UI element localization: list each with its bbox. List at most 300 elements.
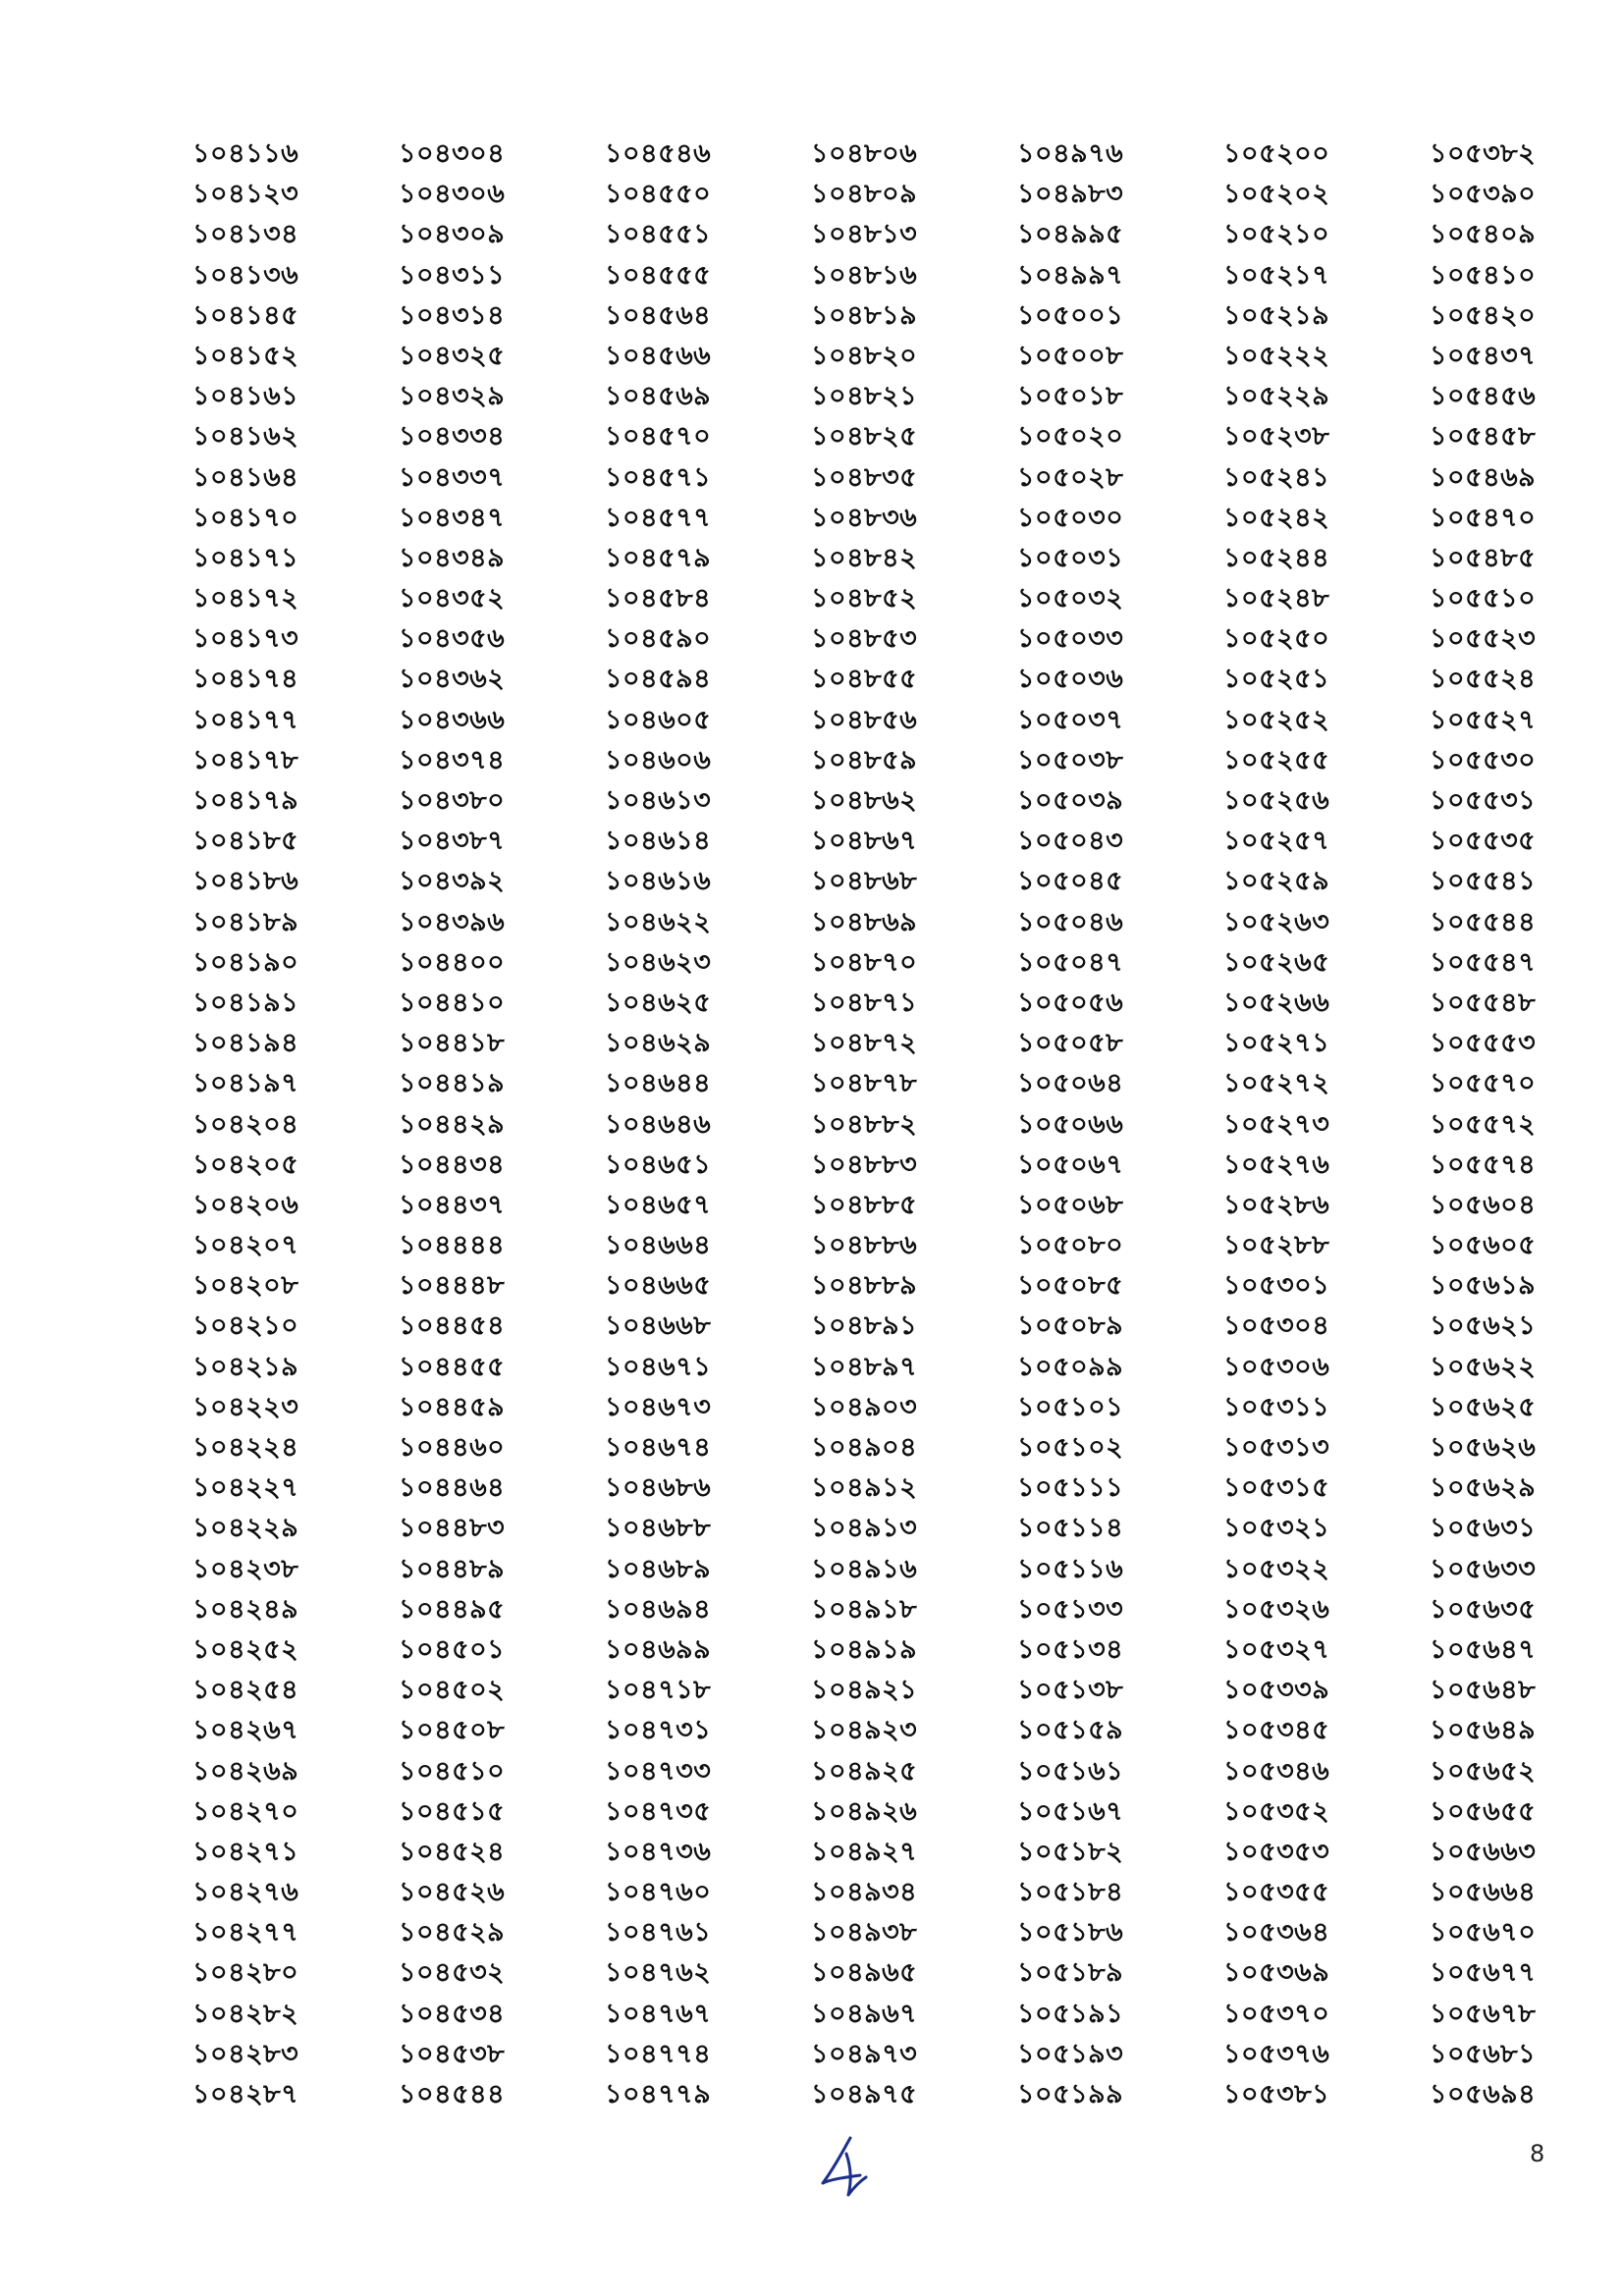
roll-number-cell: ১০৪৮১৯	[811, 299, 918, 331]
roll-number-cell: ১০৪৪১৮	[399, 1028, 506, 1059]
roll-number-cell: ১০৪৯৯৭	[1017, 259, 1124, 291]
roll-number-cell: ১০৪৯৬৭	[811, 1998, 918, 2029]
roll-number-cell: ১০৫৫৪৮	[1430, 987, 1537, 1018]
roll-number-cell: ১০৪৯২৫	[811, 1755, 918, 1787]
roll-number-cell: ১০৪৮৮২	[811, 1108, 918, 1140]
roll-number-cell: ১০৪৬২৩	[605, 946, 712, 978]
roll-number-cell: ১০৫৩৫৫	[1223, 1877, 1330, 1908]
roll-number-cell: ১০৫৬৩৩	[1430, 1553, 1537, 1584]
roll-number-cell: ১০৪৩০৬	[399, 179, 506, 210]
roll-number-cell: ১০৫২০০	[1223, 138, 1330, 169]
roll-number-cell: ১০৪৫২৯	[399, 1917, 506, 1949]
roll-number-cell: ১০৫২৩৮	[1223, 421, 1330, 453]
roll-number-cell: ১০৪৩০৪	[399, 138, 506, 169]
roll-number-cell: ১০৪৯৩৮	[811, 1917, 918, 1949]
roll-number-cell: ১০৪৮৫২	[811, 583, 918, 614]
roll-number-cell: ১০৪৪৩৪	[399, 1148, 506, 1180]
roll-number-cell: ১০৫২৫৫	[1223, 744, 1330, 775]
roll-number-cell: ১০৫২৭১	[1223, 1028, 1330, 1059]
roll-number-cell: ১০৪৬৮৬	[605, 1472, 712, 1504]
roll-number-cell: ১০৫৬৯৪	[1430, 2079, 1537, 2109]
roll-number-cell: ১০৫৩১১	[1223, 1391, 1330, 1422]
roll-number-cell: ১০৪৩২৯	[399, 381, 506, 412]
roll-number-cell: ১০৪১৭৩	[192, 623, 299, 655]
roll-number-cell: ১০৪৬৬৮	[605, 1310, 712, 1342]
roll-number-cell: ১০৪১৯০	[192, 946, 299, 978]
roll-number-cell: ১০৫২৫০	[1223, 623, 1330, 655]
roll-number-cell: ১০৫২১৯	[1223, 299, 1330, 331]
roll-number-cell: ১০৪২৮২	[192, 1998, 299, 2029]
roll-number-cell: ১০৪৫৭৯	[605, 542, 712, 573]
roll-number-cell: ১০৪৫২৪	[399, 1836, 506, 1867]
roll-number-cell: ১০৪১৮৫	[192, 826, 299, 857]
roll-number-cell: ১০৫৬২৬	[1430, 1432, 1537, 1463]
roll-number-cell: ১০৫৫৩১	[1430, 785, 1537, 816]
roll-number-cell: ১০৪৫৫১	[605, 219, 712, 250]
roll-number-cell: ১০৪৪৩৭	[399, 1189, 506, 1220]
roll-number-cell: ১০৪৮৯১	[811, 1310, 918, 1342]
roll-number-cell: ১০৪২৮৩	[192, 2038, 299, 2069]
roll-number-cell: ১০৪২৩৮	[192, 1553, 299, 1584]
roll-number-cell: ১০৫১০২	[1017, 1432, 1124, 1463]
roll-number-cell: ১০৪২৮০	[192, 1957, 299, 1989]
roll-number-cell: ১০৫২২২	[1223, 340, 1330, 371]
roll-number-cell: ১০৪৮৭২	[811, 1028, 918, 1059]
roll-number-cell: ১০৪৩৯৬	[399, 906, 506, 937]
roll-number-cell: ১০৫৬২৯	[1430, 1472, 1537, 1504]
roll-number-cell: ১০৪৫৫৫	[605, 259, 712, 291]
roll-number-cell: ১০৫৬৭৭	[1430, 1957, 1537, 1989]
roll-number-cell: ১০৫০৩২	[1017, 583, 1124, 614]
roll-number-cell: ১০৫৪৮৫	[1430, 542, 1537, 573]
roll-number-cell: ১০৫৬১৯	[1430, 1270, 1537, 1302]
roll-number-cell: ১০৪৬২৫	[605, 987, 712, 1018]
roll-number-cell: ১০৫২৮৬	[1223, 1189, 1330, 1220]
roll-number-cell: ১০৫০০১	[1017, 299, 1124, 331]
roll-number-cell: ১০৫৩৫৩	[1223, 1836, 1330, 1867]
roll-number-cell: ১০৫৪৫৮	[1430, 421, 1537, 453]
roll-number-cell: ১০৫৫২৭	[1430, 704, 1537, 735]
roll-number-cell: ১০৫২১০	[1223, 219, 1330, 250]
roll-number-cell: ১০৪৯০৩	[811, 1391, 918, 1422]
roll-number-cell: ১০৪৭৬৭	[605, 1998, 712, 2029]
roll-number-cell: ১০৫৪৭০	[1430, 502, 1537, 533]
roll-number-cell: ১০৪৩৫২	[399, 583, 506, 614]
roll-number-cell: ১০৪৩৬৬	[399, 704, 506, 735]
roll-number-cell: ১০৪৮৭৮	[811, 1068, 918, 1099]
roll-number-cell: ১০৪৫০৮	[399, 1715, 506, 1746]
roll-number-cell: ১০৪৭৬১	[605, 1917, 712, 1949]
roll-number-cell: ১০৫৩১৫	[1223, 1472, 1330, 1504]
roll-number-cell: ১০৫২৬৩	[1223, 906, 1330, 937]
roll-number-cell: ১০৪৩৫৬	[399, 623, 506, 655]
roll-number-cell: ১০৪৪৮৯	[399, 1553, 506, 1584]
roll-number-cell: ১০৪৯৬৫	[811, 1957, 918, 1989]
roll-number-cell: ১০৫১৩৪	[1017, 1633, 1124, 1665]
roll-number-cell: ১০৪২৭০	[192, 1795, 299, 1827]
roll-number-cell: ১০৪৪৫৯	[399, 1391, 506, 1422]
roll-number-cell: ১০৪২৮৭	[192, 2079, 299, 2109]
roll-number-cell: ১০৫৫৪১	[1430, 866, 1537, 897]
roll-number-cell: ১০৫৬৭০	[1430, 1917, 1537, 1949]
roll-number-cell: ১০৫০২৮	[1017, 461, 1124, 493]
roll-number-cell: ১০৪২২৩	[192, 1391, 299, 1422]
roll-number-cell: ১০৪৬৫৭	[605, 1189, 712, 1220]
roll-number-cell: ১০৪৪১০	[399, 987, 506, 1018]
roll-number-table	[192, 133, 1623, 2114]
roll-number-cell: ১০৫৩২১	[1223, 1513, 1330, 1544]
roll-number-cell: ১০৪৯১৩	[811, 1513, 918, 1544]
roll-number-cell: ১০৪৮৩৫	[811, 461, 918, 493]
roll-number-cell: ১০৪১৩৪	[192, 219, 299, 250]
roll-number-cell: ১০৫৬৬৪	[1430, 1877, 1537, 1908]
roll-number-cell: ১০৫৪২০	[1430, 299, 1537, 331]
roll-number-cell: ১০৫০৩৯	[1017, 785, 1124, 816]
roll-number-cell: ১০৪৮৩৬	[811, 502, 918, 533]
roll-number-cell: ১০৪৩১১	[399, 259, 506, 291]
roll-number-cell: ১০৪৫৭৭	[605, 502, 712, 533]
roll-number-cell: ১০৫৬৭৮	[1430, 1998, 1537, 2029]
roll-number-cell: ১০৫২৫৭	[1223, 826, 1330, 857]
roll-number-cell: ১০৪৪৬৪	[399, 1472, 506, 1504]
roll-number-cell: ১০৪৬৮৯	[605, 1553, 712, 1584]
roll-number-cell: ১০৫৩০৪	[1223, 1310, 1330, 1342]
roll-number-cell: ১০৪২২৪	[192, 1432, 299, 1463]
roll-number-cell: ১০৪১৫২	[192, 340, 299, 371]
roll-number-cell: ১০৪৯৭৬	[1017, 138, 1124, 169]
roll-number-cell: ১০৫৬২১	[1430, 1310, 1537, 1342]
roll-number-cell: ১০৪৮৮৬	[811, 1230, 918, 1261]
roll-number-cell: ১০৫১৬১	[1017, 1755, 1124, 1787]
roll-number-cell: ১০৪২২৯	[192, 1513, 299, 1544]
roll-number-cell: ১০৪৩৬২	[399, 664, 506, 695]
roll-number-cell: ১০৫০৮৫	[1017, 1270, 1124, 1302]
roll-number-cell: ১০৪৩৩৭	[399, 461, 506, 493]
roll-number-cell: ১০৪৪৪৪	[399, 1230, 506, 1261]
roll-number-cell: ১০৪৪৫৫	[399, 1351, 506, 1382]
roll-number-cell: ১০৫৩৩৯	[1223, 1675, 1330, 1706]
roll-number-cell: ১০৫৫১০	[1430, 583, 1537, 614]
roll-number-cell: ১০৫২৭২	[1223, 1068, 1330, 1099]
roll-number-cell: ১০৫০৯৯	[1017, 1351, 1124, 1382]
roll-number-cell: ১০৪৮৯৭	[811, 1351, 918, 1382]
roll-number-cell: ১০৫৪১০	[1430, 259, 1537, 291]
roll-number-cell: ১০৫৩০১	[1223, 1270, 1330, 1302]
roll-number-cell: ১০৫৪০৯	[1430, 219, 1537, 250]
roll-number-cell: ১০৪৬০৬	[605, 744, 712, 775]
roll-number-cell: ১০৪৬৭১	[605, 1351, 712, 1382]
roll-number-cell: ১০৫১১১	[1017, 1472, 1124, 1504]
roll-number-cell: ১০৫৩৭০	[1223, 1998, 1330, 2029]
roll-number-cell: ১০৪৮২৫	[811, 421, 918, 453]
roll-number-cell: ১০৫০৪৬	[1017, 906, 1124, 937]
roll-number-cell: ১০৪৫৩৮	[399, 2038, 506, 2069]
roll-number-cell: ১০৪৬৪৪	[605, 1068, 712, 1099]
roll-number-cell: ১০৫৩৯০	[1430, 179, 1537, 210]
roll-number-cell: ১০৪৪১৯	[399, 1068, 506, 1099]
roll-number-cell: ১০৪২৫৪	[192, 1675, 299, 1706]
roll-number-cell: ১০৪৬৭৪	[605, 1432, 712, 1463]
roll-number-cell: ১০৪৯৭৩	[811, 2038, 918, 2069]
roll-number-cell: ১০৫৬৮১	[1430, 2038, 1537, 2069]
roll-number-cell: ১০৪৭৬২	[605, 1957, 712, 1989]
roll-number-cell: ১০৪৫৫০	[605, 179, 712, 210]
roll-number-cell: ১০৪৫৪৬	[605, 138, 712, 169]
roll-number-cell: ১০৫২৬৫	[1223, 946, 1330, 978]
roll-number-cell: ১০৪৬৯৪	[605, 1593, 712, 1625]
roll-number-cell: ১০৪৫৯৪	[605, 664, 712, 695]
roll-number-cell: ১০৪৮২০	[811, 340, 918, 371]
roll-number-cell: ১০৪৩৪৯	[399, 542, 506, 573]
roll-number-cell: ১০৪৭৭৪	[605, 2038, 712, 2069]
roll-number-cell: ১০৫৬৪৯	[1430, 1715, 1537, 1746]
roll-number-cell: ১০৫৬০৪	[1430, 1189, 1537, 1220]
roll-number-cell: ১০৪২৭১	[192, 1836, 299, 1867]
roll-number-cell: ১০৪১২৩	[192, 179, 299, 210]
roll-number-cell: ১০৪১৮৬	[192, 866, 299, 897]
roll-number-cell: ১০৪৯৯৫	[1017, 219, 1124, 250]
roll-number-cell: ১০৫৬২২	[1430, 1351, 1537, 1382]
roll-number-cell: ১০৪৫১৫	[399, 1795, 506, 1827]
roll-number-cell: ১০৪৮৫৯	[811, 744, 918, 775]
roll-number-cell: ১০৫৫৫৩	[1430, 1028, 1537, 1059]
roll-number-cell: ১০৪৭৩৩	[605, 1755, 712, 1787]
roll-number-cell: ১০৫০৮০	[1017, 1230, 1124, 1261]
roll-number-cell: ১০৪৫১০	[399, 1755, 506, 1787]
roll-number-cell: ১০৪২০৭	[192, 1230, 299, 1261]
roll-number-cell: ১০৪১৭০	[192, 502, 299, 533]
roll-number-cell: ১০৫৩২৭	[1223, 1633, 1330, 1665]
roll-number-cell: ১০৫০৫৬	[1017, 987, 1124, 1018]
roll-number-cell: ১০৫০৬৮	[1017, 1189, 1124, 1220]
roll-number-cell: ১০৪৯৭৫	[811, 2079, 918, 2109]
roll-number-cell: ১০৪৮৫৩	[811, 623, 918, 655]
roll-number-cell: ১০৪৮৪২	[811, 542, 918, 573]
roll-number-cell: ১০৪৬১৪	[605, 826, 712, 857]
roll-number-cell: ১০৫৫৩০	[1430, 744, 1537, 775]
roll-number-cell: ১০৪৫৭১	[605, 461, 712, 493]
roll-number-cell: ১০৪৯১৯	[811, 1633, 918, 1665]
roll-number-cell: ১০৪২৪৯	[192, 1593, 299, 1625]
roll-number-cell: ১০৪৯১৮	[811, 1593, 918, 1625]
roll-number-cell: ১০৪১৬২	[192, 421, 299, 453]
roll-number-cell: ১০৫৫৭০	[1430, 1068, 1537, 1099]
roll-number-cell: ১০৪৩৩৪	[399, 421, 506, 453]
roll-number-cell: ১০৫৪৩৭	[1430, 340, 1537, 371]
roll-number-cell: ১০৫০৬৪	[1017, 1068, 1124, 1099]
roll-number-cell: ১০৫২৪৪	[1223, 542, 1330, 573]
roll-number-cell: ১০৫৬৩৫	[1430, 1593, 1537, 1625]
roll-number-cell: ১০৪৫৬৪	[605, 299, 712, 331]
roll-number-cell: ১০৪৭৩৫	[605, 1795, 712, 1827]
roll-number-cell: ১০৪৮৭০	[811, 946, 918, 978]
roll-number-cell: ১০৪১৯৭	[192, 1068, 299, 1099]
roll-number-cell: ১০৫০৩০	[1017, 502, 1124, 533]
roll-number-cell: ১০৫১৯৯	[1017, 2079, 1124, 2109]
roll-number-cell: ১০৪৫৭০	[605, 421, 712, 453]
roll-number-cell: ১০৫১৮৬	[1017, 1917, 1124, 1949]
roll-number-cell: ১০৫০৩১	[1017, 542, 1124, 573]
roll-number-cell: ১০৫১৯৩	[1017, 2038, 1124, 2069]
roll-number-cell: ১০৪৬৭৩	[605, 1391, 712, 1422]
roll-number-cell: ১০৪১৭৮	[192, 744, 299, 775]
roll-number-cell: ১০৫৩৮১	[1223, 2079, 1330, 2109]
roll-number-cell: ১০৪৯০৪	[811, 1432, 918, 1463]
roll-number-cell: ১০৪২০৪	[192, 1108, 299, 1140]
roll-number-cell: ১০৫১৫৯	[1017, 1715, 1124, 1746]
roll-number-cell: ১০৪৮৫৫	[811, 664, 918, 695]
roll-number-cell: ১০৪৩২৫	[399, 340, 506, 371]
roll-number-cell: ১০৫৬৩১	[1430, 1513, 1537, 1544]
roll-number-cell: ১০৫২৫২	[1223, 704, 1330, 735]
roll-number-cell: ১০৫৩১৩	[1223, 1432, 1330, 1463]
roll-number-cell: ১০৫০৪৫	[1017, 866, 1124, 897]
roll-number-cell: ১০৪৯২১	[811, 1675, 918, 1706]
roll-number-cell: ১০৪৪৫৪	[399, 1310, 506, 1342]
roll-number-cell: ১০৪১৭৯	[192, 785, 299, 816]
roll-number-cell: ১০৪৫৯০	[605, 623, 712, 655]
roll-number-cell: ১০৫২২৯	[1223, 381, 1330, 412]
roll-number-cell: ১০৫২৫১	[1223, 664, 1330, 695]
roll-number-cell: ১০৪৬৮৮	[605, 1513, 712, 1544]
roll-number-cell: ১০৪৩৮০	[399, 785, 506, 816]
roll-number-cell: ১০৪৫৬৯	[605, 381, 712, 412]
roll-number-cell: ১০৫০১৮	[1017, 381, 1124, 412]
roll-number-cell: ১০৪২২৭	[192, 1472, 299, 1504]
roll-number-cell: ১০৪৬৬৪	[605, 1230, 712, 1261]
roll-number-cell: ১০৫৫৪৪	[1430, 906, 1537, 937]
roll-number-cell: ১০৪৫৩৪	[399, 1998, 506, 2029]
roll-number-cell: ১০৫৫২৪	[1430, 664, 1537, 695]
roll-number-cell: ১০৪৬২২	[605, 906, 712, 937]
roll-number-cell: ১০৪৪৪৮	[399, 1270, 506, 1302]
roll-number-cell: ১০৪২৬৯	[192, 1755, 299, 1787]
roll-number-cell: ১০৫৩৮২	[1430, 138, 1537, 169]
roll-number-cell: ১০৪২১৯	[192, 1351, 299, 1382]
roll-number-cell: ১০৪১৯১	[192, 987, 299, 1018]
roll-number-cell: ১০৪৮০৬	[811, 138, 918, 169]
roll-number-cell: ১০৪৮৬২	[811, 785, 918, 816]
roll-number-cell: ১০৫২৭৬	[1223, 1148, 1330, 1180]
roll-number-cell: ১০৫৬৬৩	[1430, 1836, 1537, 1867]
roll-number-cell: ১০৫২৭৩	[1223, 1108, 1330, 1140]
roll-number-cell: ১০৪৯১২	[811, 1472, 918, 1504]
roll-number-cell: ১০৪৩৯২	[399, 866, 506, 897]
roll-number-cell: ১০৪৬৯৯	[605, 1633, 712, 1665]
page-number: 8	[1530, 2140, 1545, 2167]
roll-number-cell: ১০৪৩৮৭	[399, 826, 506, 857]
roll-number-cell: ১০৪৩১৪	[399, 299, 506, 331]
roll-number-cell: ১০৪৯২৭	[811, 1836, 918, 1867]
roll-number-cell: ১০৫১৯১	[1017, 1998, 1124, 2029]
roll-number-cell: ১০৫৪৫৬	[1430, 381, 1537, 412]
roll-number-cell: ১০৪৮১৬	[811, 259, 918, 291]
roll-number-cell: ১০৪৯২৩	[811, 1715, 918, 1746]
roll-number-cell: ১০৫৩৭৬	[1223, 2038, 1330, 2069]
roll-number-cell: ১০৫০৩৬	[1017, 664, 1124, 695]
roll-number-cell: ১০৪৮৫৬	[811, 704, 918, 735]
roll-number-cell: ১০৫০৬৭	[1017, 1148, 1124, 1180]
roll-number-cell: ১০৫৬৪৮	[1430, 1675, 1537, 1706]
roll-number-cell: ১০৫৫২৩	[1430, 623, 1537, 655]
roll-number-cell: ১০৪৫৬৬	[605, 340, 712, 371]
roll-number-cell: ১০৪২৬৭	[192, 1715, 299, 1746]
roll-number-cell: ১০৪৮২১	[811, 381, 918, 412]
roll-number-cell: ১০৪৭৩৬	[605, 1836, 712, 1867]
roll-number-cell: ১০৫২৮৮	[1223, 1230, 1330, 1261]
roll-number-cell: ১০৫২৫৬	[1223, 785, 1330, 816]
roll-number-cell: ১০৫১৮৪	[1017, 1877, 1124, 1908]
roll-number-cell: ১০৫৫৭৪	[1430, 1148, 1537, 1180]
roll-number-cell: ১০৪৫০২	[399, 1675, 506, 1706]
roll-number-cell: ১০৪৫৩২	[399, 1957, 506, 1989]
roll-number-cell: ১০৫২৪১	[1223, 461, 1330, 493]
roll-number-cell: ১০৫৪৬৯	[1430, 461, 1537, 493]
roll-number-cell: ১০৪২৭৬	[192, 1877, 299, 1908]
roll-number-cell: ১০৫৬০৫	[1430, 1230, 1537, 1261]
roll-number-cell: ১০৪৫৪৪	[399, 2079, 506, 2109]
roll-number-cell: ১০৫২৪২	[1223, 502, 1330, 533]
roll-number-cell: ১০৪১৬৪	[192, 461, 299, 493]
roll-number-cell: ১০৪৩৪৭	[399, 502, 506, 533]
roll-number-cell: ১০৪৬৪৬	[605, 1108, 712, 1140]
roll-number-cell: ১০৫৩৫২	[1223, 1795, 1330, 1827]
roll-number-cell: ১০৪৭৬০	[605, 1877, 712, 1908]
roll-number-cell: ১০৫৩২২	[1223, 1553, 1330, 1584]
roll-number-cell: ১০৫২০২	[1223, 179, 1330, 210]
roll-number-cell: ১০৫০০৮	[1017, 340, 1124, 371]
roll-number-cell: ১০৫২৪৮	[1223, 583, 1330, 614]
roll-number-cell: ১০৪৮৮৫	[811, 1189, 918, 1220]
roll-number-cell: ১০৪৪৬০	[399, 1432, 506, 1463]
roll-number-cell: ১০৪২৫২	[192, 1633, 299, 1665]
roll-number-cell: ১০৫৫৩৫	[1430, 826, 1537, 857]
roll-number-cell: ১০৫০৪৭	[1017, 946, 1124, 978]
roll-number-cell: ১০৫৫৪৭	[1430, 946, 1537, 978]
roll-number-cell: ১০৫১১৪	[1017, 1513, 1124, 1544]
roll-number-cell: ১০৪৪২৯	[399, 1108, 506, 1140]
roll-number-cell: ১০৪৯৮৩	[1017, 179, 1124, 210]
roll-number-cell: ১০৪৩৭৪	[399, 744, 506, 775]
roll-number-cell: ১০৪৮৮৩	[811, 1148, 918, 1180]
roll-number-cell: ১০৫৩৬৯	[1223, 1957, 1330, 1989]
roll-number-cell: ১০৪৮৮৯	[811, 1270, 918, 1302]
roll-number-cell: ১০৫৫৭২	[1430, 1108, 1537, 1140]
roll-number-cell: ১০৪৭১৮	[605, 1675, 712, 1706]
roll-number-cell: ১০৪১৪৫	[192, 299, 299, 331]
roll-number-cell: ১০৪৬০৫	[605, 704, 712, 735]
roll-number-cell: ১০৫১১৬	[1017, 1553, 1124, 1584]
roll-number-cell: ১০৫২১৭	[1223, 259, 1330, 291]
roll-number-cell: ১০৪১৭৪	[192, 664, 299, 695]
roll-number-cell: ১০৪৬১৩	[605, 785, 712, 816]
roll-number-cell: ১০৪১৭২	[192, 583, 299, 614]
roll-number-cell: ১০৪৮৬৮	[811, 866, 918, 897]
roll-number-cell: ১০৫০৩৮	[1017, 744, 1124, 775]
roll-number-cell: ১০৫১০১	[1017, 1391, 1124, 1422]
roll-number-cell: ১০৫০৬৬	[1017, 1108, 1124, 1140]
roll-number-cell: ১০৪১১৬	[192, 138, 299, 169]
roll-number-cell: ১০৪৮০৯	[811, 179, 918, 210]
roll-number-cell: ১০৫০৪৩	[1017, 826, 1124, 857]
roll-number-cell: ১০৫৬৫৫	[1430, 1795, 1537, 1827]
roll-number-cell: ১০৪৫২৬	[399, 1877, 506, 1908]
roll-number-cell: ১০৪৫০১	[399, 1633, 506, 1665]
roll-number-cell: ১০৪৫৮৪	[605, 583, 712, 614]
roll-number-cell: ১০৪১৮৯	[192, 906, 299, 937]
roll-number-cell: ১০৪৬১৬	[605, 866, 712, 897]
roll-number-cell: ১০৫৬২৫	[1430, 1391, 1537, 1422]
